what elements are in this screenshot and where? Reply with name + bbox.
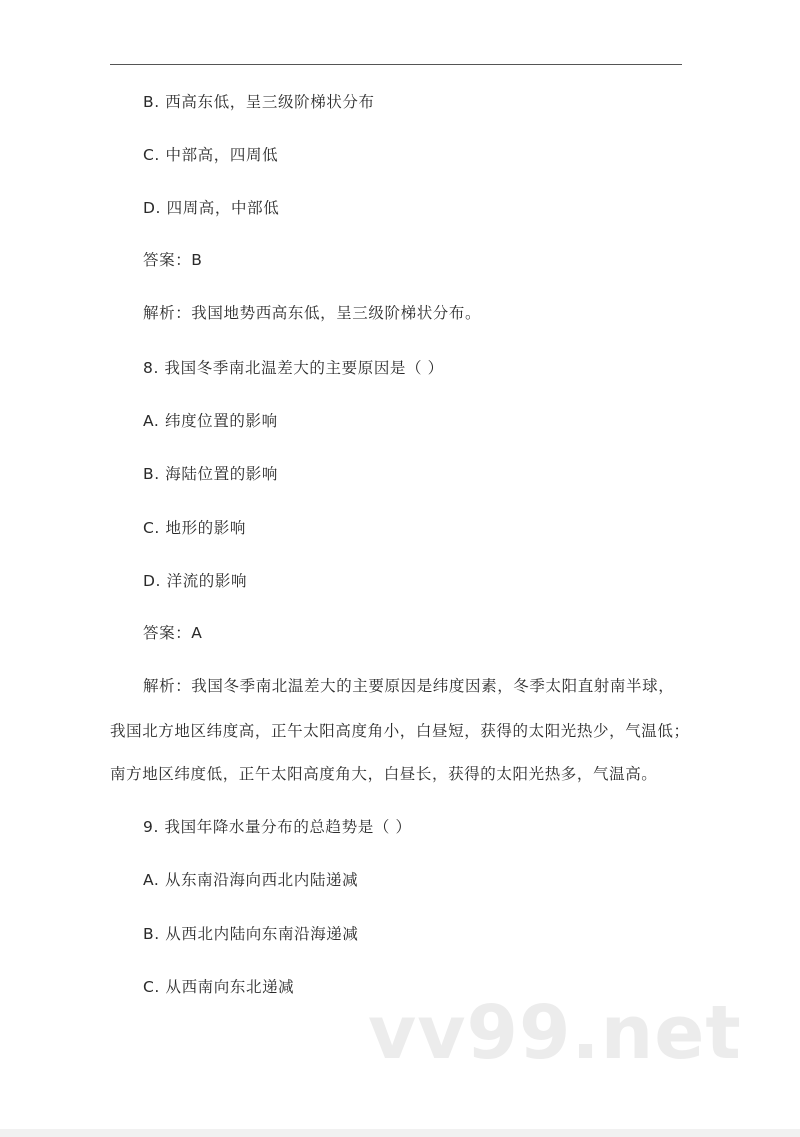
q8-explanation-line-3: 南方地区纬度低，正午太阳高度角大，白昼长，获得的太阳光热多，气温高。 [110,765,658,783]
q8-explanation-line-2: 我国北方地区纬度高，正午太阳高度角小，白昼短，获得的太阳光热少，气温低； [110,722,690,740]
watermark: vv99.net [368,990,742,1076]
q9-option-c-line: C. 从西南向东北递减 [143,978,295,996]
question-8-line: 8. 我国冬季南北温差大的主要原因是（ ） [143,359,444,377]
q9-option-a-line: A. 从东南沿海向西北内陆递减 [143,871,359,889]
explanation-line: 解析：我国地势西高东低，呈三级阶梯状分布。 [143,304,482,322]
q8-answer-line: 答案：A [143,624,203,642]
q9-option-b-line: B. 从西北内陆向东南沿海递减 [143,925,359,943]
q8-option-d-line: D. 洋流的影响 [143,572,248,590]
option-b-line: B. 西高东低，呈三级阶梯状分布 [143,93,375,111]
q8-option-c-line: C. 地形的影响 [143,519,246,537]
question-9-line: 9. 我国年降水量分布的总趋势是（ ） [143,818,412,836]
answer-line: 答案：B [143,251,203,269]
page-bottom-edge [0,1129,800,1137]
q8-explanation-line-1: 解析：我国冬季南北温差大的主要原因是纬度因素，冬季太阳直射南半球， [143,677,675,695]
q8-option-a-line: A. 纬度位置的影响 [143,412,278,430]
option-c-line: C. 中部高，四周低 [143,146,279,164]
option-d-line: D. 四周高，中部低 [143,199,280,217]
header-rule [110,64,682,65]
q8-option-b-line: B. 海陆位置的影响 [143,465,278,483]
